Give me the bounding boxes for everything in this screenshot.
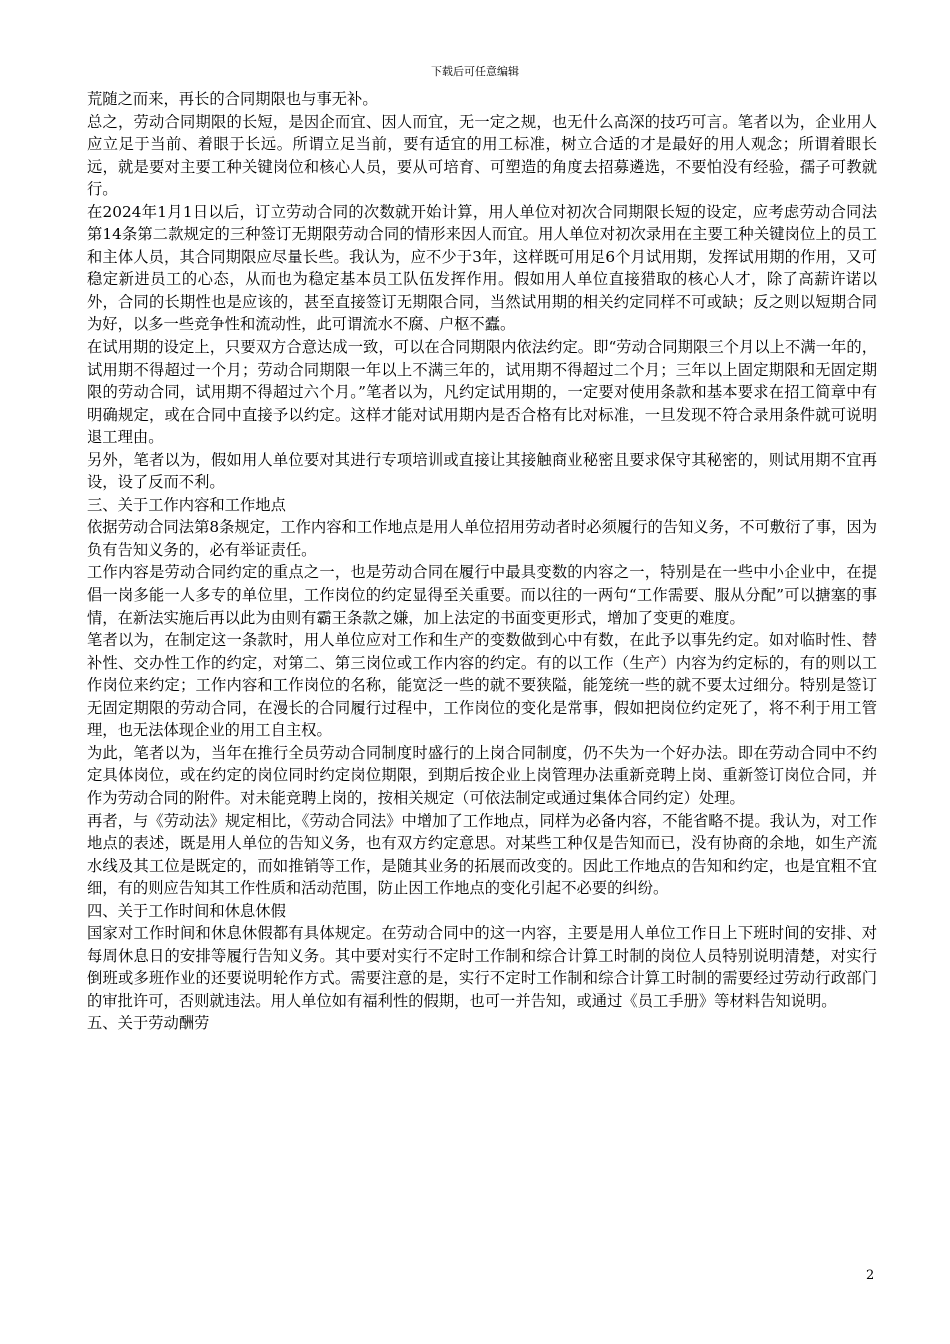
paragraph: 工作内容是劳动合同约定的重点之一，也是劳动合同在履行中最具变数的内容之一，特别是在一些中小企业中，在提倡一岗多能一人多专的单位里，工作岗位的约定显得至关重要。而以往的一两句“工作需要、服从分配”可以搪塞的事情，在新法实施后再以此为由则有霸王条款之嫌，加上法定的书面变更形式，增加了变更的难度。 bbox=[87, 563, 877, 627]
paragraph: 国家对工作时间和休息休假都有具体规定。在劳动合同中的这一内容，主要是用人单位工作日上下班时间的安排、对每周休息日的安排等履行告知义务。其中要对实行不定时工作制和综合计算工时制的岗位人员特别说明清楚，对实行倒班或多班作业的还要说明轮作方式。需要注意的是，实行不定时工作制和综合计算工时制的需要经过劳动行政部门的审批许可，否则就违法。用人单位如有福利性的假期，也可一并告知，或通过《员工手册》等材料告知说明。 bbox=[87, 924, 877, 1010]
document-body bbox=[87, 88, 877, 1035]
paragraph: 在试用期的设定上，只要双方合意达成一致，可以在合同期限内依法约定。即“劳动合同期限三个月以上不满一年的，试用期不得超过一个月；劳动合同期限一年以上不满三年的，试用期不得超过二个月；三年以上固定期限和无固定期限的劳动合同，试用期不得超过六个月。”笔者以为，凡约定试用期的，一定要对使用条款和基本要求在招工简章中有明确规定，或在合同中直接予以约定。这样才能对试用期内是否合格有比对标准，一旦发现不符合录用条件就可说明退工理由。 bbox=[87, 338, 877, 447]
paragraph: 笔者以为，在制定这一条款时，用人单位应对工作和生产的变数做到心中有数，在此予以事先约定。如对临时性、替补性、交办性工作的约定，对第二、第三岗位或工作内容的约定。有的以工作（生产）内容为约定标的，有的则以工作岗位来约定；工作内容和工作岗位的名称，能宽泛一些的就不要狭隘，能笼统一些的就不要太过细分。特别是签订无固定期限的劳动合同，在漫长的合同履行过程中，工作岗位的变化是常事，假如把岗位约定死了，将不利于用工管理，也无法体现企业的用工自主权。 bbox=[87, 631, 877, 740]
paragraph: 总之，劳动合同期限的长短，是因企而宜、因人而宜，无一定之规，也无什么高深的技巧可言。笔者以为，企业用人应立足于当前、着眼于长远。所谓立足当前，要有适宜的用工标准，树立合适的才是最好的用人观念；所谓着眼长远，就是要对主要工种关键岗位和核心人员，要从可培育、可塑造的角度去招募遴选，不要怕没有经验，孺子可教就行。 bbox=[87, 112, 877, 199]
section-heading: 五、关于劳动酬劳 bbox=[87, 1014, 210, 1033]
page-number: 2 bbox=[866, 1268, 875, 1283]
page-header: 下载后可任意编辑 bbox=[431, 65, 519, 78]
paragraph: 在2024年1月1日以后，订立劳动合同的次数就开始计算，用人单位对初次合同期限长短的设定，应考虑劳动合同法第14条第二款规定的三种签订无期限劳动合同的情形来因人而宜。用人单位对初次录用在主要工种关键岗位上的员工和主体人员，其合同期限应尽量长些。我认为，应不少于3年，这样既可用足6个月试用期，发挥试用期的作用，又可稳定新进员工的心态，从而也为稳定基本员工队伍发挥作用。假如用人单位直接猎取的核心人才，除了高薪许诺以外，合同的长期性也是应该的，甚至直接签订无期限合同，当然试用期的相关约定同样不可或缺；反之则以短期合同为好，以多一些竞争性和流动性，此可谓流水不腐、户枢不蠹。 bbox=[87, 202, 877, 334]
section-heading: 四、关于工作时间和休息休假 bbox=[87, 901, 286, 920]
section-heading: 三、关于工作内容和工作地点 bbox=[87, 495, 286, 514]
paragraph: 另外，笔者以为，假如用人单位要对其进行专项培训或直接让其接触商业秘密且要求保守其秘密的，则试用期不宜再设，设了反而不利。 bbox=[87, 450, 877, 492]
paragraph: 再者，与《劳动法》规定相比，《劳动合同法》中增加了工作地点，同样为必备内容，不能省略不提。我认为，对工作地点的表述，既是用人单位的告知义务，也有双方约定意思。对某些工种仅是告知而已，没有协商的余地，如生产流水线及其工位是既定的，而如推销等工作，是随其业务的拓展而改变的。因此工作地点的告知和约定，也是宜粗不宜细，有的则应告知其工作性质和活动范围，防止因工作地点的变化引起不必要的纠纷。 bbox=[87, 811, 877, 898]
paragraph: 为此，笔者以为，当年在推行全员劳动合同制度时盛行的上岗合同制度，仍不失为一个好办法。即在劳动合同中不约定具体岗位，或在约定的岗位同时约定岗位期限，到期后按企业上岗管理办法重新竞聘上岗、重新签订岗位合同，并作为劳动合同的附件。对未能竞聘上岗的，按相关规定（可依法制定或通过集体合同约定）处理。 bbox=[87, 743, 877, 807]
paragraph: 依据劳动合同法第8条规定，工作内容和工作地点是用人单位招用劳动者时必须履行的告知义务，不可敷衍了事，因为负有告知义务的，必有举证责任。 bbox=[87, 518, 877, 559]
paragraph: 荒随之而来，再长的合同期限也与事无补。 bbox=[87, 90, 378, 108]
